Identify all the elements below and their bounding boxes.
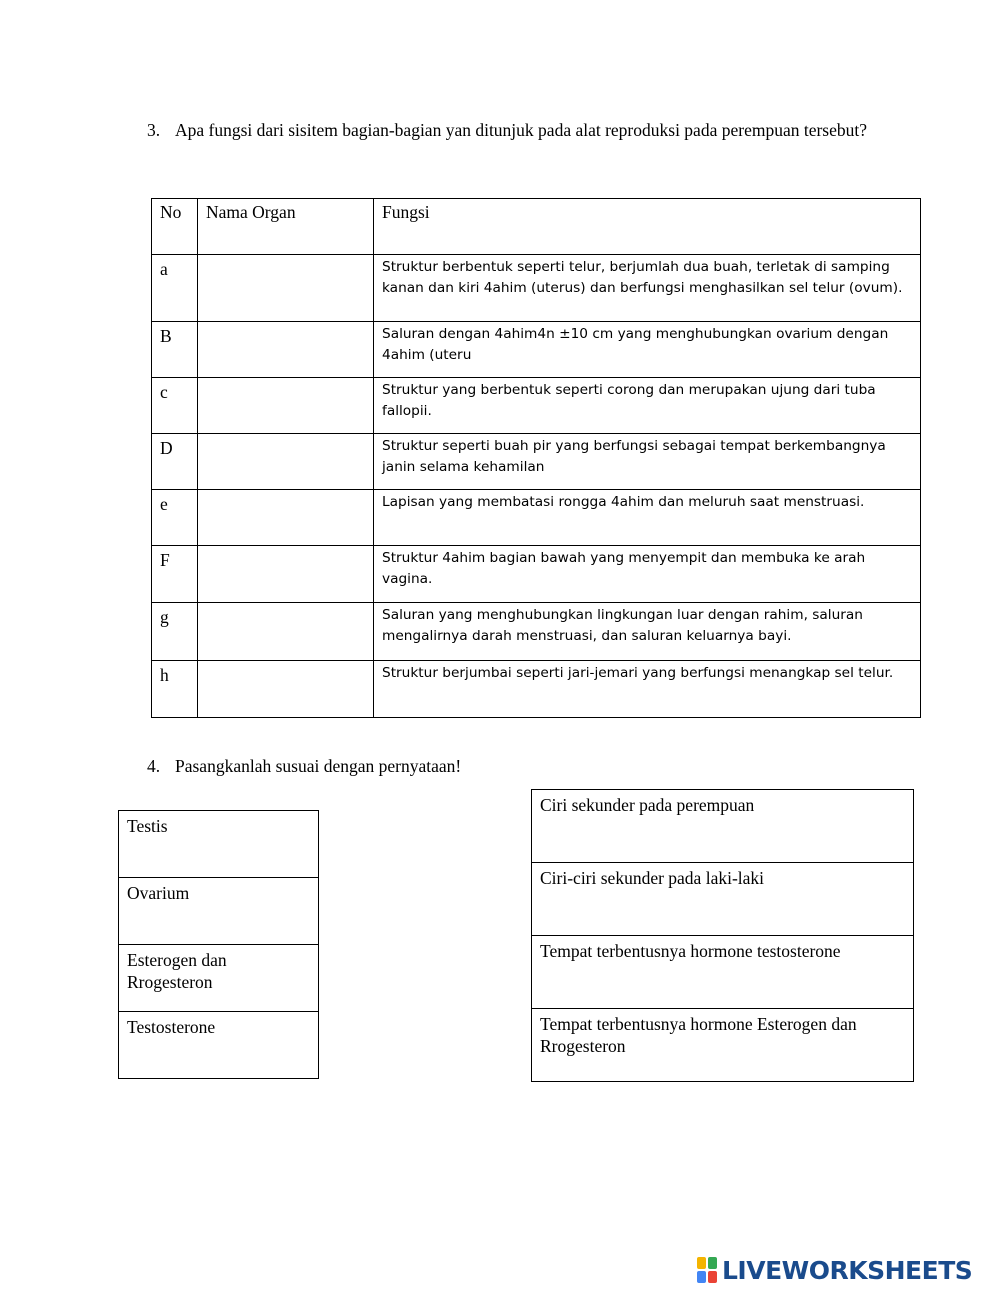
row-label: B [152,322,198,378]
matching-right-item[interactable]: Ciri-ciri sekunder pada laki-laki [532,863,914,936]
question-4 [147,754,747,780]
row-function: Struktur berjumbai seperti jari-jemari yang berfungsi menangkap sel telur. [374,661,921,718]
organ-function-table [151,198,921,718]
row-label: a [152,255,198,322]
question-3-text: Apa fungsi dari sisitem bagian-bagian yan ditunjuk pada alat reproduksi pada perempuan tersebut? [175,120,868,140]
row-label: e [152,490,198,546]
question-3-number: 3. [147,120,161,140]
header-no: No [152,199,198,255]
table-header-row [152,199,921,255]
row-function: Struktur seperti buah pir yang berfungsi sebagai tempat berkembangnya janin selama kehamilan [374,434,921,490]
table-row [152,546,921,603]
organ-name-answer-cell[interactable] [198,603,374,661]
question-4-text: Pasangkanlah susuai dengan pernyataan! [175,756,462,776]
table-row [152,661,921,718]
row-function: Lapisan yang membatasi rongga 4ahim dan meluruh saat menstruasi. [374,490,921,546]
header-organ-name: Nama Organ [198,199,374,255]
matching-left-item[interactable]: Esterogen dan Rrogesteron [119,945,319,1012]
row-label: D [152,434,198,490]
row-label: g [152,603,198,661]
question-3 [147,118,907,170]
table-row [152,322,921,378]
organ-name-answer-cell[interactable] [198,322,374,378]
matching-left-column [118,810,319,1079]
organ-name-answer-cell[interactable] [198,490,374,546]
matching-right-item[interactable]: Tempat terbentusnya hormone Esterogen dan Rrogesteron [532,1009,914,1082]
table-row [152,378,921,434]
organ-name-answer-cell[interactable] [198,255,374,322]
row-label: F [152,546,198,603]
row-function: Saluran dengan 4ahim4n ±10 cm yang menghubungkan ovarium dengan 4ahim (uteru [374,322,921,378]
logo-mark-icon [697,1257,719,1283]
matching-right-item[interactable]: Ciri sekunder pada perempuan [532,790,914,863]
organ-name-answer-cell[interactable] [198,661,374,718]
matching-right-column [531,789,914,1082]
logo-text: LIVEWORKSHEETS [722,1255,973,1285]
row-function: Saluran yang menghubungkan lingkungan luar dengan rahim, saluran mengalirnya darah menstruasi, dan saluran keluarnya bayi. [374,603,921,661]
organ-name-answer-cell[interactable] [198,434,374,490]
row-function: Struktur yang berbentuk seperti corong dan merupakan ujung dari tuba fallopii. [374,378,921,434]
matching-right-item[interactable]: Tempat terbentusnya hormone testosterone [532,936,914,1009]
table-row [152,255,921,322]
table-row [152,434,921,490]
liveworksheets-logo [697,1254,995,1286]
matching-left-item[interactable]: Ovarium [119,878,319,945]
header-function: Fungsi [374,199,921,255]
table-row [152,603,921,661]
row-label: c [152,378,198,434]
row-function: Struktur 4ahim bagian bawah yang menyempit dan membuka ke arah vagina. [374,546,921,603]
matching-left-item[interactable]: Testosterone [119,1012,319,1079]
matching-left-item[interactable]: Testis [119,811,319,878]
organ-name-answer-cell[interactable] [198,378,374,434]
row-label: h [152,661,198,718]
organ-name-answer-cell[interactable] [198,546,374,603]
row-function: Struktur berbentuk seperti telur, berjumlah dua buah, terletak di samping kanan dan kiri 4ahim (uterus) dan berfungsi menghasilkan sel telur (ovum). [374,255,921,322]
table-row [152,490,921,546]
question-4-number: 4. [147,756,161,776]
